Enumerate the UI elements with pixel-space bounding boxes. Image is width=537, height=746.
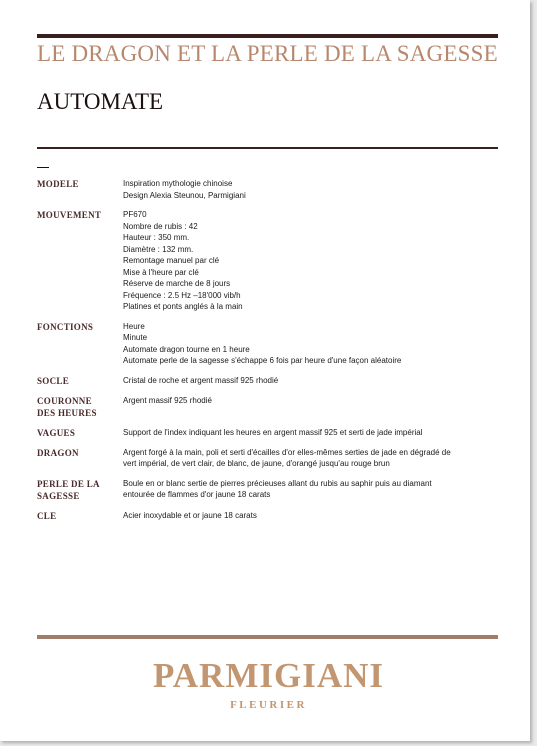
spec-value-line: entourée de flammes d'or jaune 18 carats bbox=[123, 490, 271, 499]
spec-value-line: PF670 bbox=[123, 210, 147, 219]
spec-value bbox=[123, 178, 502, 201]
document-title: LE DRAGON ET LA PERLE DE LA SAGESSE bbox=[37, 41, 498, 66]
spec-value bbox=[123, 510, 502, 522]
spec-row bbox=[37, 209, 502, 313]
spec-value-line: Design Alexia Steunou, Parmigiani bbox=[123, 190, 246, 200]
spec-value-line: Automate dragon tourne en 1 heure bbox=[123, 344, 250, 354]
spec-row bbox=[37, 178, 502, 201]
spec-value bbox=[123, 427, 502, 439]
spec-value-line: Diamètre : 132 mm. bbox=[123, 244, 194, 254]
spec-label: MOUVEMENT bbox=[37, 210, 102, 220]
spec-row bbox=[37, 478, 502, 502]
spec-row bbox=[37, 510, 502, 522]
brand-logo: PARMIGIANI bbox=[152, 656, 384, 695]
spec-label: PERLE DE LA SAGESSE bbox=[37, 478, 100, 501]
spec-label: FONCTIONS bbox=[37, 321, 94, 332]
spec-value bbox=[123, 321, 502, 367]
spec-value bbox=[123, 478, 502, 502]
spec-label: SOCLE bbox=[37, 375, 70, 386]
spec-value-line: vert impérial, de vert clair, de blanc, de jaune, d'orangé jusqu'au rouge brun bbox=[123, 459, 390, 468]
spec-value-line: Inspiration mythologie chinoise bbox=[123, 179, 233, 188]
spec-value-line: Argent massif 925 rhodié bbox=[123, 395, 212, 405]
spec-row bbox=[37, 375, 502, 387]
spec-row bbox=[37, 427, 502, 439]
brand-logo-subtitle: FLEURIER bbox=[230, 699, 307, 711]
spec-value-line: Minute bbox=[123, 333, 148, 342]
spec-label: VAGUES bbox=[37, 427, 76, 438]
spec-row bbox=[37, 447, 502, 470]
spec-value-line: Hauteur : 350 mm. bbox=[123, 233, 190, 242]
spec-label: CLE bbox=[37, 510, 57, 521]
spec-label: MODELE bbox=[37, 179, 79, 189]
spec-value-line: Platines et ponts anglés à la main bbox=[123, 302, 243, 311]
spec-value-line: Remontage manuel par clé bbox=[123, 256, 220, 265]
middle-rule bbox=[37, 147, 498, 149]
spec-value-line: Heure bbox=[123, 321, 145, 331]
spec-value-line: Cristal de roche et argent massif 925 rhodié bbox=[123, 375, 279, 385]
spec-value bbox=[123, 375, 502, 387]
spec-value bbox=[123, 209, 502, 313]
specification-table bbox=[37, 178, 502, 530]
spec-value-line: Boule en or blanc sertie de pierres précieuses allant du rubis au saphir puis au diamant bbox=[123, 478, 432, 488]
separator-dash bbox=[37, 167, 49, 168]
spec-value-line: Mise à l'heure par clé bbox=[123, 267, 199, 277]
document-subtitle: AUTOMATE bbox=[37, 89, 164, 114]
spec-value-line: Réserve de marche de 8 jours bbox=[123, 279, 231, 288]
spec-value-line: Automate perle de la sagesse s'échappe 6 fois par heure d'une façon aléatoire bbox=[123, 356, 402, 365]
spec-value-line: Fréquence : 2.5 Hz –18'000 vib/h bbox=[123, 290, 241, 300]
spec-value-line: Support de l'index indiquant les heures en argent massif 925 et serti de jade impérial bbox=[123, 427, 423, 437]
spec-row bbox=[37, 321, 502, 367]
spec-label: COURONNE DES HEURES bbox=[37, 395, 97, 418]
top-rule bbox=[37, 34, 498, 38]
spec-value-line: Nombre de rubis : 42 bbox=[123, 221, 198, 231]
spec-row bbox=[37, 395, 502, 419]
spec-value-line: Argent forgé à la main, poli et serti d'écailles d'or elles-mêmes serties de jade en dégradé de bbox=[123, 447, 451, 457]
bottom-rule bbox=[37, 635, 498, 639]
spec-value bbox=[123, 447, 502, 470]
spec-label: DRAGON bbox=[37, 447, 79, 458]
spec-value-line: Acier inoxydable et or jaune 18 carats bbox=[123, 510, 257, 520]
spec-value bbox=[123, 395, 502, 419]
